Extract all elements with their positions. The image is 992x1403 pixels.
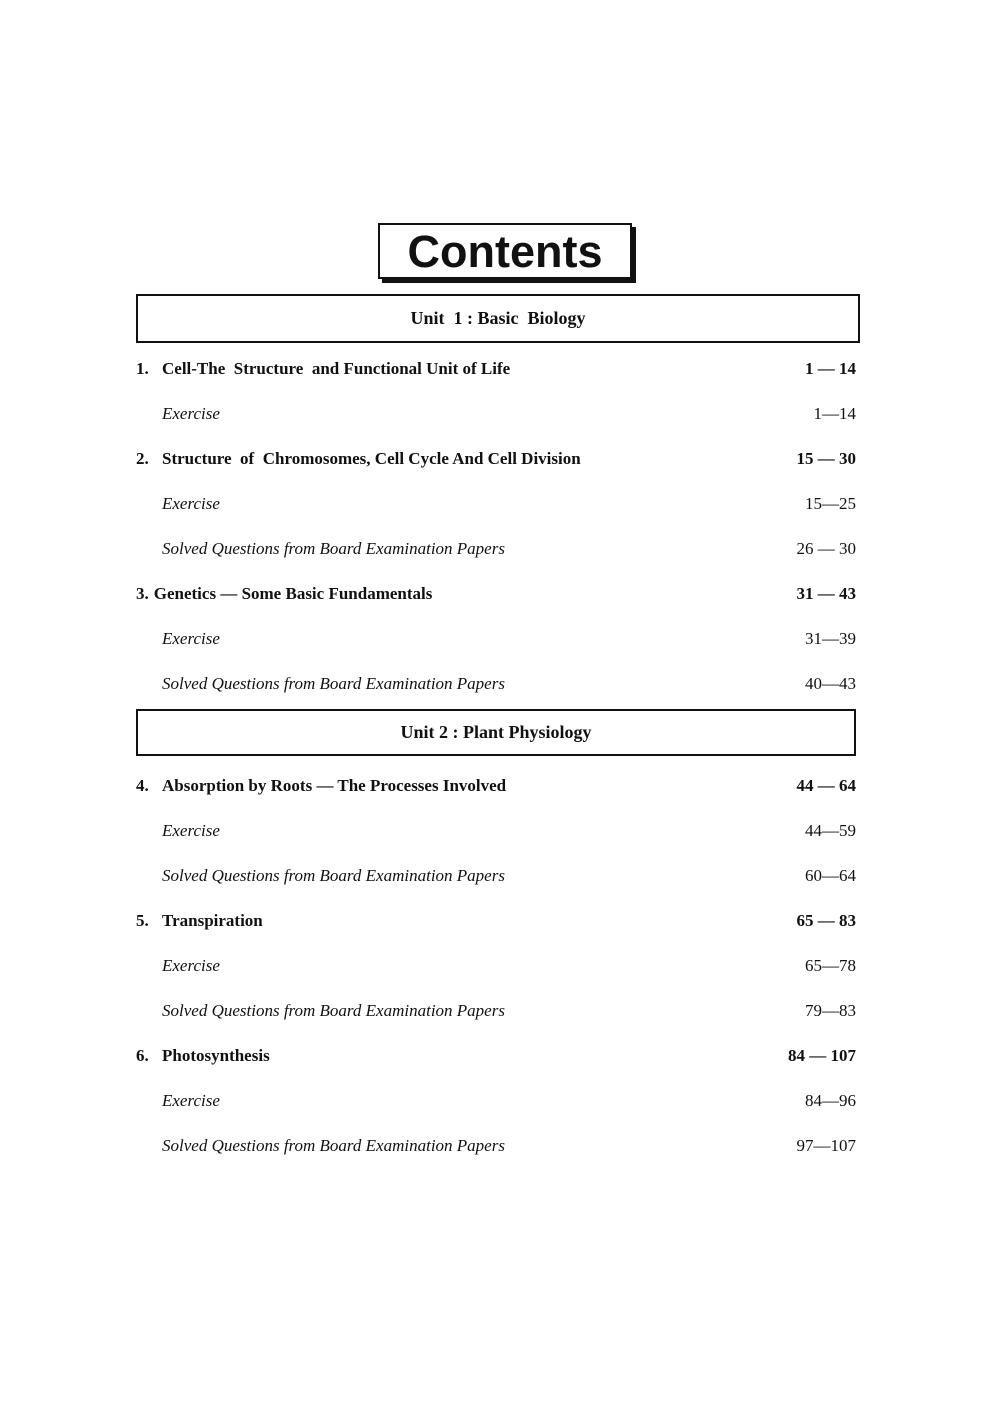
toc-sub-item[interactable] [136, 1133, 856, 1159]
chapter-title: Cell-The Structure and Functional Unit of Life [162, 359, 511, 378]
sub-item-pages: 1—14 [813, 404, 856, 423]
toc-sub-item[interactable] [136, 536, 856, 562]
unit-1-heading-box [136, 294, 860, 343]
sub-item-pages: 97—107 [796, 1136, 856, 1155]
sub-item-pages: 15—25 [805, 494, 856, 513]
sub-item-pages: 40—43 [805, 674, 856, 693]
sub-item-label: Exercise [162, 821, 220, 840]
toc-sub-item[interactable] [136, 1088, 856, 1114]
chapter-number: 5. [136, 911, 149, 930]
toc-chapter-5[interactable] [136, 908, 856, 934]
toc-sub-item[interactable] [136, 998, 856, 1024]
toc-sub-item[interactable] [136, 626, 856, 652]
unit-2-heading: Unit 2 : Plant Physiology [400, 722, 592, 742]
sub-item-label: Exercise [162, 956, 220, 975]
toc-chapter-4[interactable] [136, 773, 856, 799]
sub-item-pages: 79—83 [805, 1001, 856, 1020]
chapter-number: 1. [136, 359, 149, 378]
toc-sub-item[interactable] [136, 863, 856, 889]
sub-item-pages: 26 — 30 [796, 539, 856, 558]
toc-sub-item[interactable] [136, 953, 856, 979]
chapter-title: Genetics — Some Basic Fundamentals [153, 584, 433, 603]
toc-sub-item[interactable] [136, 671, 856, 697]
toc-sub-item[interactable] [136, 818, 856, 844]
chapter-title: Structure of Chromosomes, Cell Cycle And Cell Division [162, 449, 581, 468]
page-title: Contents [407, 225, 603, 277]
toc-chapter-3[interactable] [136, 581, 856, 607]
toc-sub-item[interactable] [136, 401, 856, 427]
chapter-number: 2. [136, 449, 149, 468]
sub-item-pages: 31—39 [805, 629, 856, 648]
chapter-pages: 84 — 107 [788, 1046, 856, 1065]
contents-title-box [378, 223, 632, 279]
toc-chapter-1[interactable] [136, 356, 856, 382]
chapter-title: Transpiration [162, 911, 263, 930]
chapter-pages: 65 — 83 [796, 911, 856, 930]
sub-item-pages: 44—59 [805, 821, 856, 840]
unit-1-heading: Unit 1 : Basic Biology [410, 308, 586, 328]
sub-item-label: Exercise [162, 629, 220, 648]
chapter-number: 3. [136, 584, 149, 603]
sub-item-label: Solved Questions from Board Examination Papers [162, 1136, 505, 1155]
chapter-number: 6. [136, 1046, 149, 1065]
chapter-title: Photosynthesis [162, 1046, 270, 1065]
sub-item-pages: 60—64 [805, 866, 856, 885]
toc-sub-item[interactable] [136, 491, 856, 517]
sub-item-label: Solved Questions from Board Examination Papers [162, 1001, 505, 1020]
unit-2-heading-box [136, 709, 856, 756]
chapter-number: 4. [136, 776, 149, 795]
sub-item-pages: 84—96 [805, 1091, 856, 1110]
chapter-title: Absorption by Roots — The Processes Involved [162, 776, 507, 795]
sub-item-label: Solved Questions from Board Examination Papers [162, 539, 505, 558]
sub-item-label: Solved Questions from Board Examination Papers [162, 866, 505, 885]
sub-item-label: Exercise [162, 1091, 220, 1110]
chapter-pages: 31 — 43 [796, 584, 856, 603]
chapter-pages: 1 — 14 [805, 359, 856, 378]
toc-chapter-2[interactable] [136, 446, 856, 472]
chapter-pages: 44 — 64 [796, 776, 856, 795]
chapter-pages: 15 — 30 [796, 449, 856, 468]
sub-item-label: Solved Questions from Board Examination Papers [162, 674, 505, 693]
toc-chapter-6[interactable] [136, 1043, 856, 1069]
sub-item-pages: 65—78 [805, 956, 856, 975]
sub-item-label: Exercise [162, 494, 220, 513]
sub-item-label: Exercise [162, 404, 220, 423]
